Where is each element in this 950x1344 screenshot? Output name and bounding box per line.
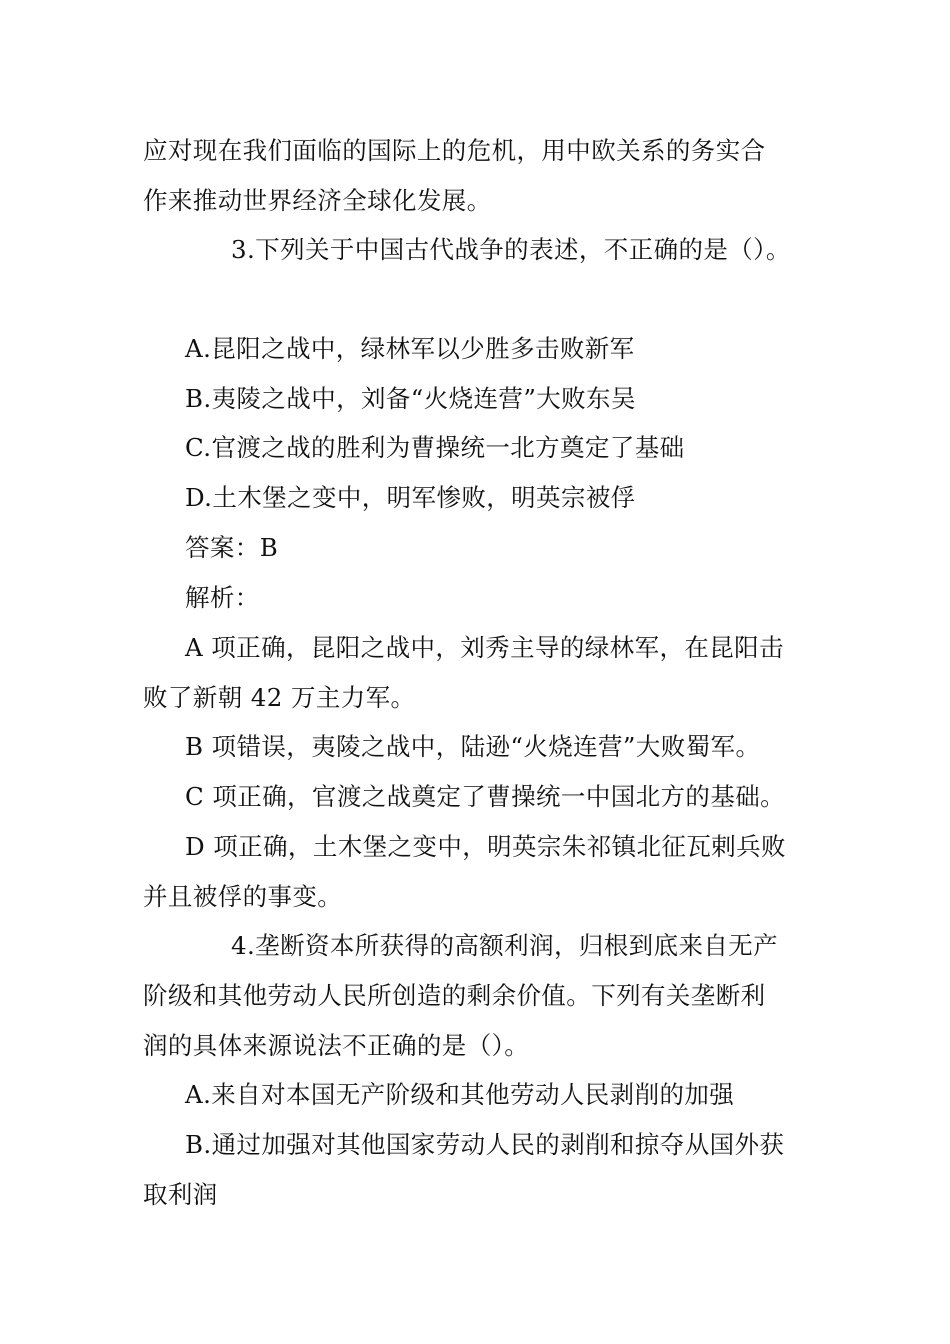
analysis-d-line-1: D 项正确，土木堡之变中，明英宗朱祁镇北征瓦剌兵败 — [185, 832, 786, 861]
q4-option-a: A.来自对本国无产阶级和其他劳动人民剥削的加强 — [185, 1080, 735, 1109]
question-3-stem: 3.下列关于中国古代战争的表述，不正确的是（）。 — [231, 235, 791, 264]
option-c: C.官渡之战的胜利为曹操统一北方奠定了基础 — [185, 433, 685, 462]
text-line: 应对现在我们面临的国际上的危机，用中欧关系的务实合 — [143, 136, 766, 165]
option-d: D.土木堡之变中，明军惨败，明英宗被俘 — [185, 483, 636, 512]
question-4-stem-line-3: 润的具体来源说法不正确的是（）。 — [143, 1031, 530, 1060]
q4-option-b-line-1: B.通过加强对其他国家劳动人民的剥削和掠夺从国外获 — [185, 1130, 785, 1159]
analysis-b: B 项错误，夷陵之战中，陆逊“火烧连营”大败蜀军。 — [185, 732, 761, 761]
question-4-stem-line-1: 4.垄断资本所获得的高额利润，归根到底来自无产 — [231, 931, 779, 960]
analysis-c: C 项正确，官渡之战奠定了曹操统一中国北方的基础。 — [185, 782, 786, 811]
answer-line: 答案：B — [185, 533, 279, 562]
analysis-a-line-2: 败了新朝 42 万主力军。 — [143, 683, 416, 712]
analysis-heading: 解析： — [185, 583, 260, 612]
analysis-d-line-2: 并且被俘的事变。 — [143, 882, 343, 911]
question-4-stem-line-2: 阶级和其他劳动人民所创造的剩余价值。下列有关垄断利 — [143, 981, 766, 1010]
option-b: B.夷陵之战中，刘备“火烧连营”大败东吴 — [185, 384, 636, 413]
analysis-a-line-1: A 项正确，昆阳之战中，刘秀主导的绿林军，在昆阳击 — [185, 633, 784, 662]
q4-option-b-line-2: 取利润 — [143, 1180, 218, 1209]
text-line: 作来推动世界经济全球化发展。 — [143, 186, 492, 215]
option-a: A.昆阳之战中，绿林军以少胜多击败新军 — [185, 334, 635, 363]
